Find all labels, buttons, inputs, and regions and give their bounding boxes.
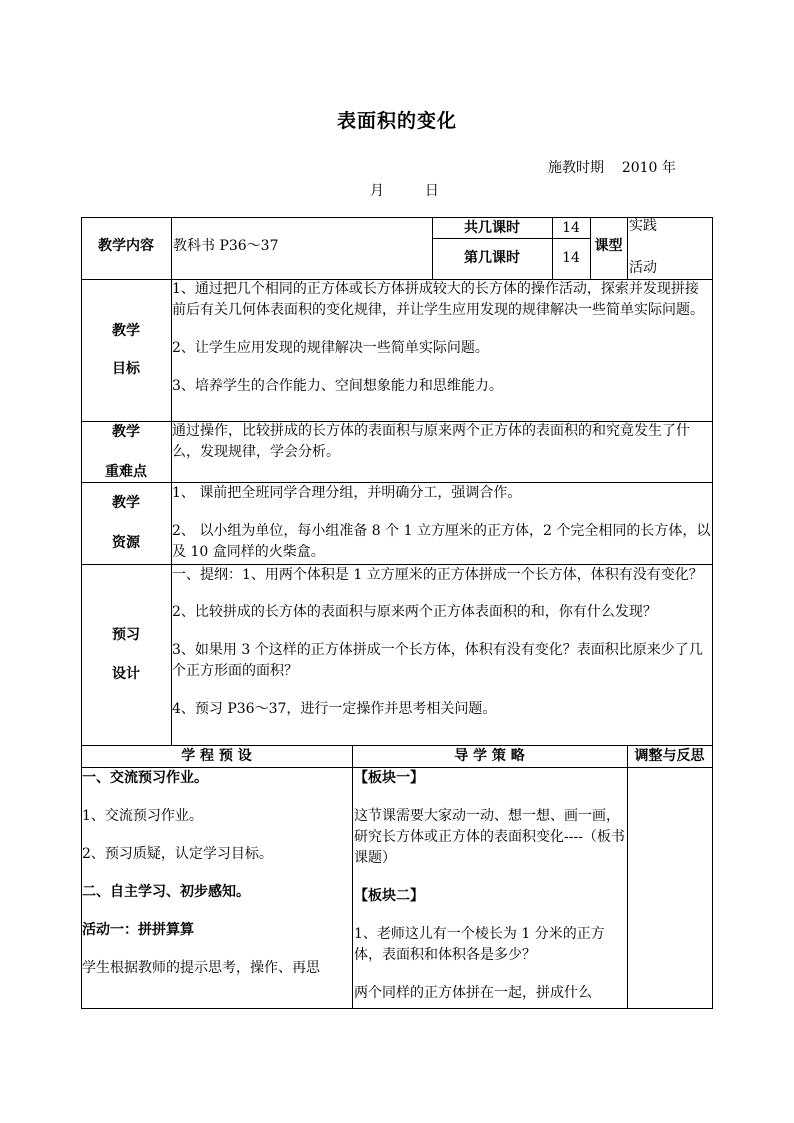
total-lessons-value: 14 xyxy=(562,220,580,236)
preview-item-3: 3、如果用 3 个这样的正方体拼成一个长方体，体积有没有变化？表面积比原来少了几个正方形面的面积？ xyxy=(172,642,703,679)
focus-label-2: 重难点 xyxy=(105,464,147,480)
strategy-item-1: 这节课需要大家动一动、想一想、画一画，研究长方体或正方体的表面积变化----（板书课题） xyxy=(354,808,625,866)
resource-item-2: 2、 以小组为单位，每小组准备 8 个 1 立方厘米的正方体，2 个完全相同的长方体，以及 10 盒同样的火柴盒。 xyxy=(172,523,711,560)
objective-item-2: 2、让学生应用发现的规律解决一些简单实际问题。 xyxy=(172,340,489,356)
lesson-number-value: 14 xyxy=(562,250,580,266)
preview-content xyxy=(172,565,712,720)
date-month: 月 xyxy=(370,183,384,199)
total-lessons-label: 共几课时 xyxy=(464,220,520,236)
strategy-item-2: 1、老师这儿有一个棱长为 1 分米的正方体，表面积和体积各是多少？ xyxy=(354,926,605,963)
resource-item-1: 1、 课前把全班同学合理分组，并明确分工，强调合作。 xyxy=(172,485,522,501)
date-year: 2010 年 xyxy=(621,160,676,176)
resources-content xyxy=(172,483,712,563)
process-heading-1: 一、交流预习作业。 xyxy=(82,770,208,786)
resources-label-2: 资源 xyxy=(112,535,140,551)
column-header-process: 学 程 预 设 xyxy=(181,748,252,764)
date-line-2 xyxy=(370,180,439,200)
preview-item-4: 4、预习 P36～37，进行一定操作并思考相关问题。 xyxy=(172,701,497,717)
objectives-content xyxy=(172,279,712,397)
lesson-number-label: 第几课时 xyxy=(464,250,520,266)
process-column xyxy=(82,768,352,979)
type-value-1: 实践 xyxy=(629,218,657,234)
process-item-2: 2、预习质疑，认定学习目标。 xyxy=(82,846,273,862)
page-title: 表面积的变化 xyxy=(336,110,457,132)
objective-item-1: 1、通过把几个相同的正方体或长方体拼成较大的长方体的操作活动，探索并发现拼接前后有关几何体表面积的变化规律，并让学生应用发现的规律解决一些简单实际问题。 xyxy=(172,281,704,318)
type-value-2: 活动 xyxy=(629,260,657,276)
objective-item-3: 3、培养学生的合作能力、空间想象能力和思维能力。 xyxy=(172,378,503,394)
process-item-1: 1、交流预习作业。 xyxy=(82,808,203,824)
reflection-column xyxy=(628,768,712,1008)
preview-label-2: 设计 xyxy=(112,666,140,682)
strategy-column xyxy=(354,768,626,1004)
date-line xyxy=(548,157,676,177)
date-label: 施教时期 xyxy=(548,160,604,176)
content-value: 教科书 P36～37 xyxy=(173,238,279,254)
preview-item-2: 2、比较拼成的长方体的表面积与原来两个正方体表面积的和，你有什么发现？ xyxy=(172,604,657,620)
objectives-label-1: 教学 xyxy=(112,323,140,339)
column-header-reflection: 调整与反思 xyxy=(634,748,705,764)
strategy-item-3: 两个同样的正方体拼在一起，拼成什么 xyxy=(354,985,592,1001)
process-heading-3: 活动一：拼拼算算 xyxy=(82,922,194,938)
focus-content: 通过操作，比较拼成的长方体的表面积与原来两个正方体的表面积的和究竟发生了什么，发现规律，学会分析。 xyxy=(172,423,690,460)
process-heading-2: 二、自主学习、初步感知。 xyxy=(82,884,250,900)
process-item-3: 学生根据教师的提示思考，操作、再思 xyxy=(82,960,320,976)
type-label: 课型 xyxy=(594,238,623,254)
focus-label-1: 教学 xyxy=(112,424,140,440)
preview-label-1: 预习 xyxy=(112,627,140,643)
column-header-strategy: 导 学 策 略 xyxy=(454,748,525,764)
preview-item-1: 一、提纲：1、用两个体积是 1 立方厘米的正方体拼成一个长方体，体积有没有变化？ xyxy=(172,567,703,583)
strategy-block-2: 【板块二】 xyxy=(354,888,424,904)
resources-label-1: 教学 xyxy=(112,495,140,511)
date-day: 日 xyxy=(424,183,439,199)
content-label: 教学内容 xyxy=(98,238,154,254)
strategy-block-1: 【板块一】 xyxy=(354,770,424,786)
objectives-label-2: 目标 xyxy=(112,361,140,377)
